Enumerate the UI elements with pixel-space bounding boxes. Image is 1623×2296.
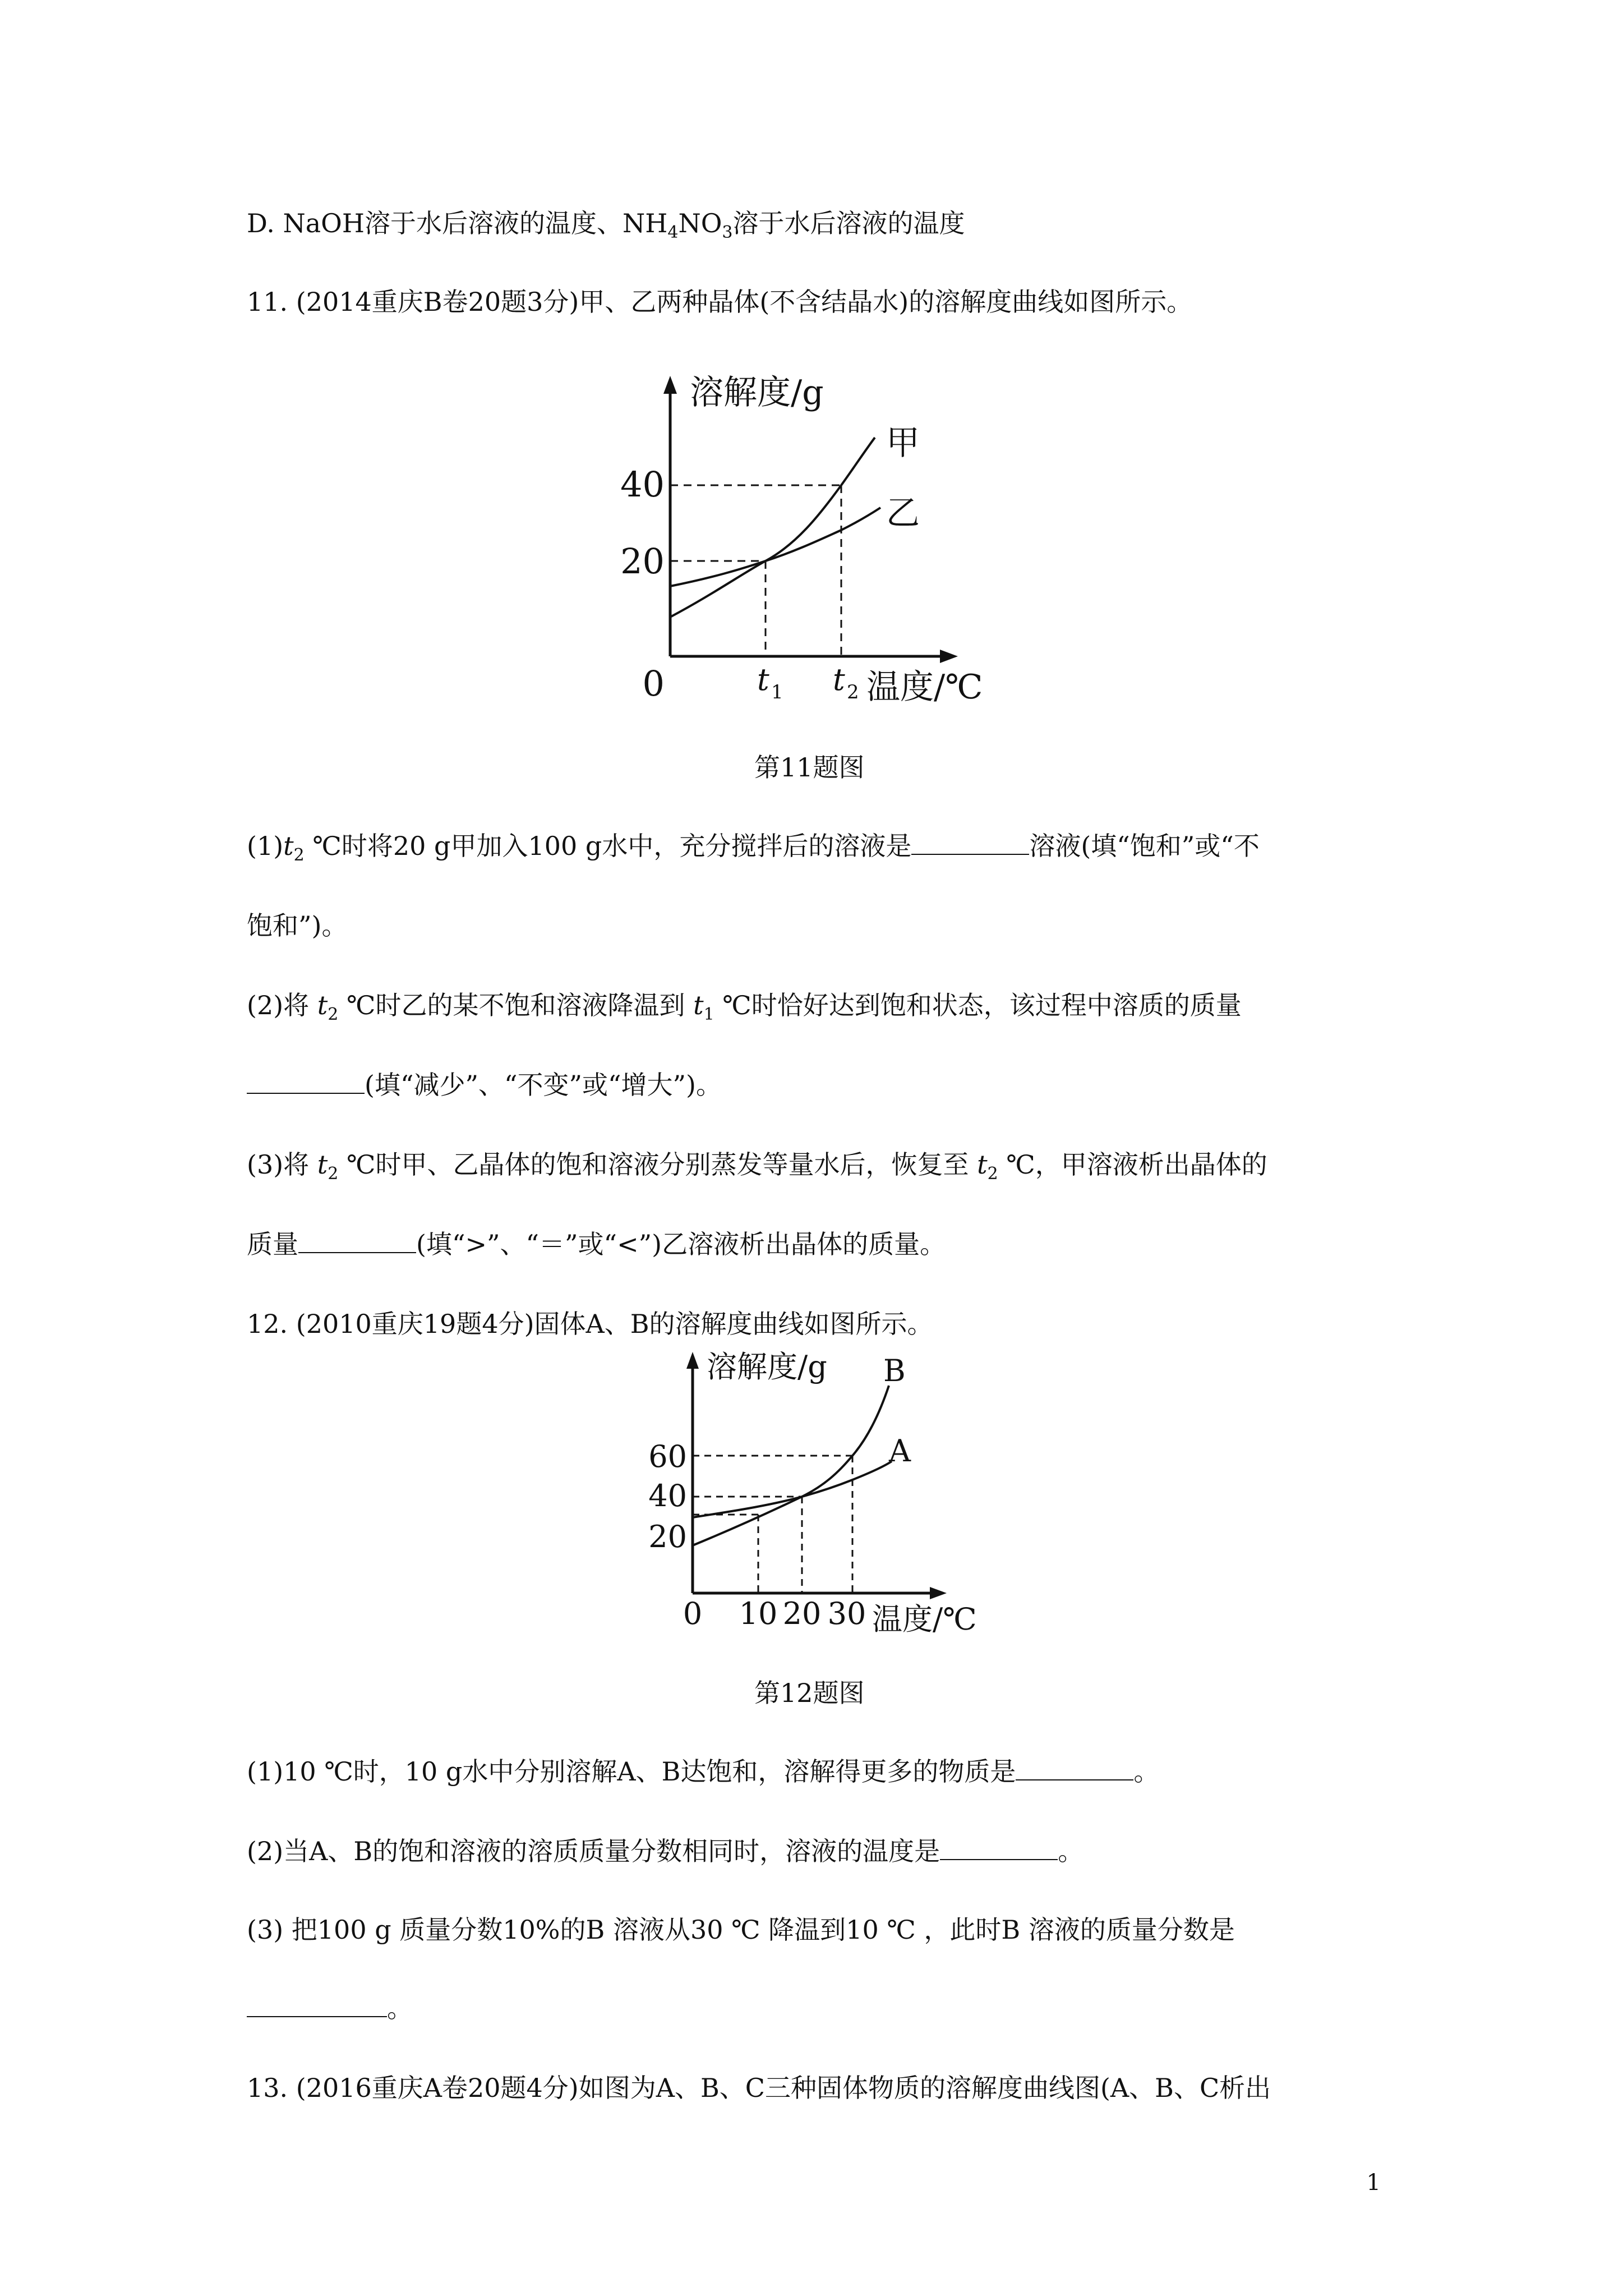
q11-part-1-cont: 饱和”)。 bbox=[247, 910, 348, 941]
text: (2)当A、B的饱和溶液的溶质质量分数相同时，溶液的温度是 bbox=[247, 1836, 940, 1866]
origin-label: 0 bbox=[642, 663, 665, 704]
subscript: 2 bbox=[328, 1005, 339, 1025]
x-tick-t2-sub: 2 bbox=[847, 681, 859, 703]
x-axis-label: 温度/℃ bbox=[866, 668, 983, 707]
chart-q11 bbox=[606, 370, 1032, 718]
x-axis-arrow bbox=[930, 1587, 947, 1599]
chart-q12 bbox=[634, 1346, 1004, 1649]
variable-t: t bbox=[977, 1149, 988, 1180]
text: 。 bbox=[1133, 1756, 1160, 1787]
x-tick-10: 10 bbox=[739, 1596, 778, 1631]
text: (填“>”、“＝”或“<”)乙溶液析出晶体的质量。 bbox=[416, 1229, 946, 1259]
answer-blank[interactable] bbox=[247, 1994, 387, 2017]
x-axis-arrow bbox=[940, 650, 958, 663]
text: ℃时甲、乙晶体的饱和溶液分别蒸发等量水后，恢复至 bbox=[338, 1149, 978, 1180]
q11-part-1 bbox=[247, 829, 1260, 866]
question-11-stem: 11. (2014重庆B卷20题3分)甲、乙两种晶体(不含结晶水)的溶解度曲线如图所示。 bbox=[247, 287, 1193, 317]
y-tick-40: 40 bbox=[620, 464, 665, 505]
series-yi-line bbox=[670, 508, 880, 586]
variable-t: t bbox=[317, 1149, 328, 1180]
q11-part-2-cont bbox=[247, 1068, 722, 1102]
x-tick-t1: t bbox=[757, 662, 769, 697]
subscript: 4 bbox=[667, 223, 679, 243]
subscript: 1 bbox=[703, 1005, 714, 1025]
text: (1) bbox=[247, 831, 284, 861]
x-axis-label: 温度/℃ bbox=[872, 1602, 977, 1637]
y-tick-20: 20 bbox=[648, 1519, 687, 1554]
q11-part-3-cont bbox=[247, 1227, 946, 1261]
series-jia-line bbox=[670, 438, 875, 617]
text: (填“减少”、“不变”或“增大”)。 bbox=[365, 1070, 722, 1100]
x-tick-30: 30 bbox=[827, 1596, 866, 1631]
text: 溶液(填“饱和”或“不 bbox=[1029, 831, 1260, 861]
x-tick-t2: t bbox=[833, 662, 845, 697]
series-a-label: A bbox=[889, 1433, 911, 1469]
q11-part-3 bbox=[247, 1148, 1267, 1184]
option-d-text: NO bbox=[678, 208, 722, 238]
series-b-line bbox=[693, 1386, 889, 1545]
text: 。 bbox=[1058, 1836, 1084, 1866]
y-axis-label: 溶解度/g bbox=[690, 373, 824, 412]
q12-part-3-cont bbox=[247, 1991, 413, 2025]
text: (2)将 bbox=[247, 990, 317, 1020]
option-d-text: 溶于水后溶液的温度 bbox=[732, 208, 965, 238]
answer-blank[interactable] bbox=[247, 1070, 365, 1094]
y-tick-60: 60 bbox=[648, 1439, 687, 1474]
answer-blank[interactable] bbox=[1016, 1757, 1133, 1780]
question-13-stem: 13. (2016重庆A卷20题4分)如图为A、B、C三种固体物质的溶解度曲线图(A、B、C析出 bbox=[247, 2073, 1271, 2103]
y-tick-40: 40 bbox=[648, 1478, 687, 1513]
origin-label: 0 bbox=[683, 1596, 703, 1631]
y-axis-arrow bbox=[663, 376, 677, 394]
figure-caption-11: 第11题图 bbox=[754, 752, 865, 783]
subscript: 3 bbox=[722, 223, 733, 243]
text: 质量 bbox=[247, 1229, 298, 1259]
question-12-stem: 12. (2010重庆19题4分)固体A、B的溶解度曲线如图所示。 bbox=[247, 1309, 933, 1339]
text: ℃时将20 g甲加入100 g水中，充分搅拌后的溶液是 bbox=[304, 831, 912, 861]
subscript: 2 bbox=[328, 1164, 339, 1184]
series-jia-label: 甲 bbox=[886, 424, 920, 463]
q11-part-2 bbox=[247, 988, 1242, 1025]
subscript: 2 bbox=[293, 845, 305, 866]
answer-blank[interactable] bbox=[911, 831, 1029, 855]
text: ℃时恰好达到饱和状态，该过程中溶质的质量 bbox=[714, 990, 1242, 1020]
text: 。 bbox=[387, 1993, 413, 2023]
figure-caption-12: 第12题图 bbox=[754, 1678, 865, 1708]
variable-t: t bbox=[693, 990, 704, 1020]
y-tick-20: 20 bbox=[620, 541, 665, 582]
option-d-line bbox=[247, 206, 965, 243]
q12-part-2 bbox=[247, 1834, 1083, 1868]
series-b-label: B bbox=[883, 1353, 906, 1388]
series-a-line bbox=[693, 1461, 892, 1517]
y-axis-arrow bbox=[686, 1352, 699, 1369]
variable-t: t bbox=[317, 990, 328, 1020]
option-d-text: D. NaOH溶于水后溶液的温度、NH bbox=[247, 208, 668, 238]
answer-blank[interactable] bbox=[298, 1230, 416, 1253]
answer-blank[interactable] bbox=[940, 1837, 1058, 1860]
x-tick-t1-sub: 1 bbox=[771, 681, 783, 703]
q12-part-3: (3) 把100 g 质量分数10%的B 溶液从30 ℃ 降温到10 ℃ ，此时B 溶液的质量分数是 bbox=[247, 1915, 1235, 1945]
text: (1)10 ℃时，10 g水中分别溶解A、B达饱和，溶解得更多的物质是 bbox=[247, 1756, 1016, 1787]
subscript: 2 bbox=[987, 1164, 998, 1184]
x-tick-20: 20 bbox=[782, 1596, 822, 1631]
text: (3)将 bbox=[247, 1149, 317, 1180]
text: ℃时乙的某不饱和溶液降温到 bbox=[338, 990, 694, 1020]
y-axis-label: 溶解度/g bbox=[707, 1349, 827, 1384]
page-number: 1 bbox=[1366, 2170, 1381, 2196]
q12-part-1 bbox=[247, 1755, 1159, 1788]
text: ℃，甲溶液析出晶体的 bbox=[998, 1149, 1267, 1180]
variable-t: t bbox=[283, 831, 294, 861]
series-yi-label: 乙 bbox=[886, 494, 920, 533]
